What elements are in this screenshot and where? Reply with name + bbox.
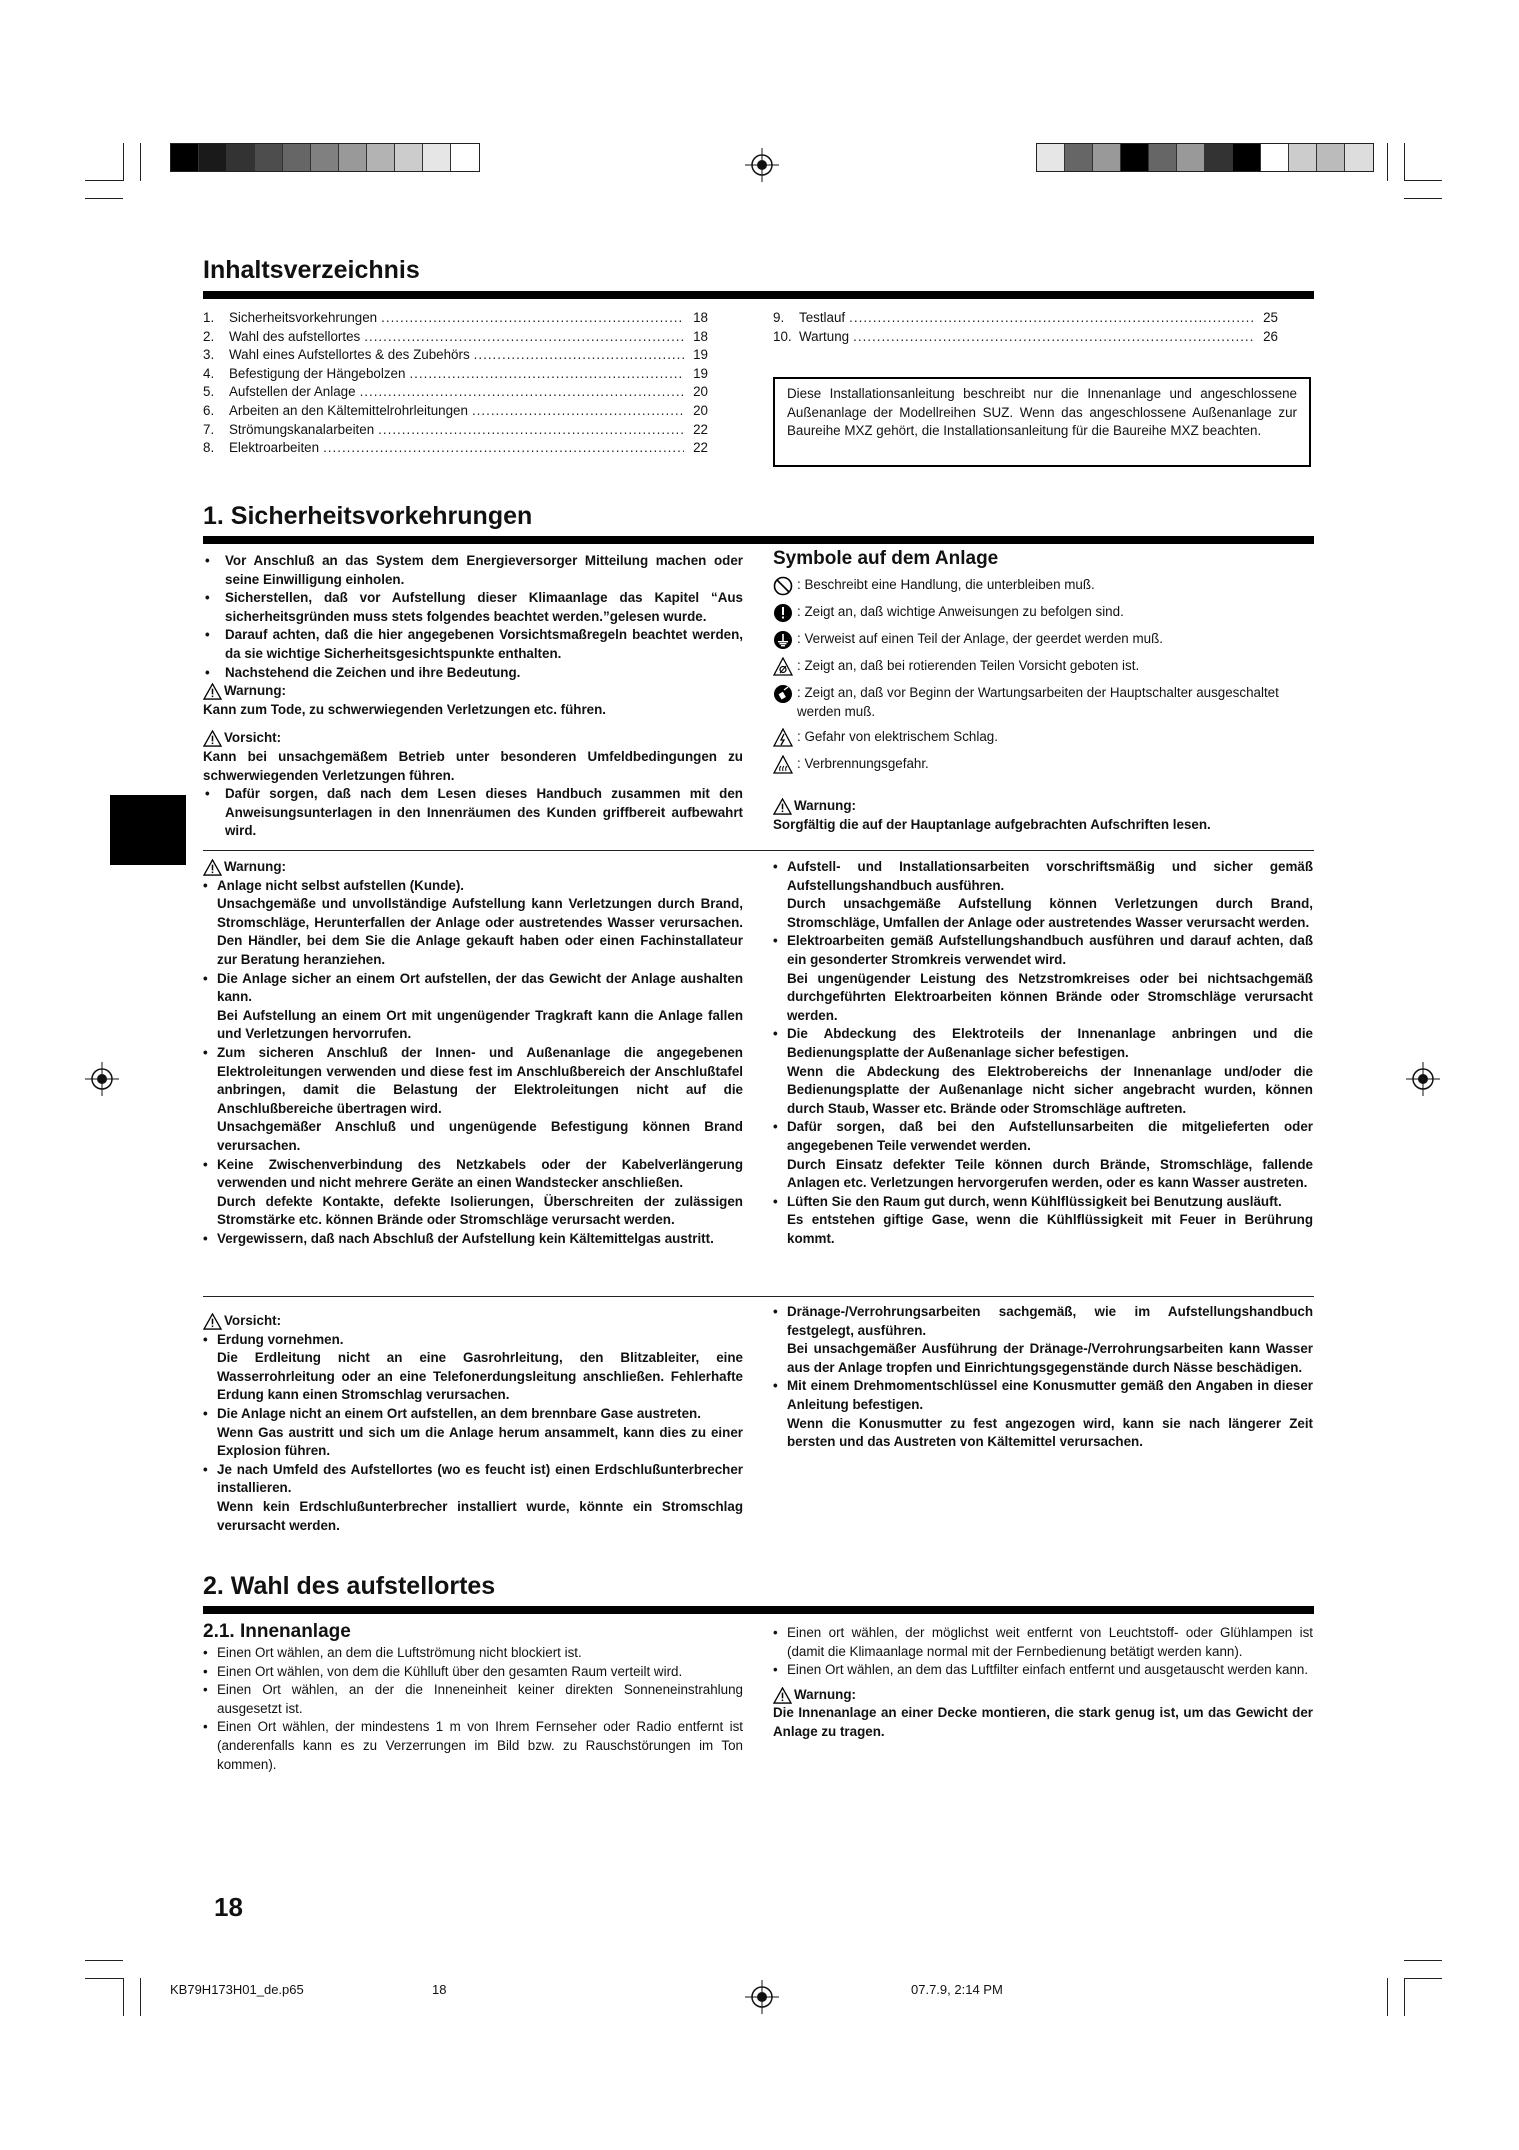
warning-item: • Zum sicheren Anschluß der Innen- und Außenanlage die angegebenen Elektroleitungen verwenden und diese fest im Anschlußbereich der Anschlußtafel anbringen, damit die Belastung der Elektroleitungen nicht auf die Anschlußbereiche übertragen wird. Unsachgemäßer Anschluß und ungenügende Befestigung können Brand verursachen. xyxy=(203,1044,743,1156)
symbol-row: : Verbrennungsgefahr. xyxy=(773,755,1313,775)
warning-item: • Aufstell- und Installationsarbeiten vorschriftsmäßig und sicher gemäß Aufstellungshandbuch ausführen. Durch unsachgemäße Aufstellung können Verletzungen durch Brand, Stromschläge, Umfallen der Anlage oder austretendes Wasser verursacht werden. xyxy=(773,858,1313,932)
toc-left-column xyxy=(203,309,708,458)
crop-mark xyxy=(1404,180,1442,181)
color-bar-right xyxy=(1036,143,1374,172)
section-2-rule xyxy=(203,1606,1314,1614)
caution-text: Kann bei unsachgemäßem Betrieb unter besonderen Umfeldbedingungen zu schwerwiegenden Verletzungen führen. xyxy=(203,748,743,783)
location-bullet: • Einen Ort wählen, der mindestens 1 m von Ihrem Fernseher oder Radio entfernt ist (anderenfalls kann es zu Verzerrungen im Bild bzw. zu Rauschstörungen im Ton kommen). xyxy=(203,1718,743,1774)
crop-mark xyxy=(140,1978,141,2016)
toc-entry[interactable]: 2. Wahl des aufstellortes ..... 18 xyxy=(203,328,708,347)
crop-mark xyxy=(1404,198,1442,199)
toc-entry[interactable]: 8. Elektroarbeiten ..... 22 xyxy=(203,439,708,458)
cautions-right xyxy=(773,1303,1313,1452)
symbols-title: Symbole auf dem Anlage xyxy=(773,548,999,569)
symbol-row: : Zeigt an, daß bei rotierenden Teilen Vorsicht geboten ist. xyxy=(773,657,1313,677)
warning-item: • Keine Zwischenverbindung des Netzkabels oder der Kabelverlängerung verwenden und nicht mehrere Geräte an einen Wandstecker anschließen. Durch defekte Kontakte, defekte Isolierungen, Überschreiten der zulässigen Stromstärke etc. können Brände oder Stromschläge verursacht werden. xyxy=(203,1156,743,1230)
footer-page: 18 xyxy=(432,1982,447,1997)
warning-triangle-icon xyxy=(203,859,222,876)
toc-entry[interactable]: 4. Befestigung der Hängebolzen ..... 19 xyxy=(203,365,708,384)
footer-date: 07.7.9, 2:14 PM xyxy=(911,1982,1003,1997)
section-2-right xyxy=(773,1624,1313,1742)
prohibition-icon xyxy=(773,576,793,596)
registration-mark-icon xyxy=(745,148,779,182)
warning-item: • Anlage nicht selbst aufstellen (Kunde). Unsachgemäße und unvollständige Aufstellung kann Verletzungen durch Brand, Stromschläge, Herunterfallen der Anlage oder austretendes Wasser verursachen. Den Händler, bei dem Sie die Anlage gekauft haben oder einen Fachinstallateur zur Beratung heranziehen. xyxy=(203,877,743,970)
crop-mark xyxy=(85,1978,123,1979)
intro-bullet: • Dafür sorgen, daß nach dem Lesen dieses Handbuch zusammen mit den Anweisungsunterlagen in den Innenräumen des Kunden griffbereit aufbewahrt wird. xyxy=(203,785,743,841)
caution-item: • Dränage-/Verrohrungsarbeiten sachgemäß, wie im Aufstellungshandbuch festgelegt, ausführen. Bei unsachgemäßer Ausführung der Dränage-/Verrohrungsarbeiten kann Wasser aus der Anlage tropfen und Einrichtungsgegenstände durch Nässe beschädigen. xyxy=(773,1303,1313,1377)
crop-mark xyxy=(140,143,141,181)
caution-item: • Je nach Umfeld des Aufstellortes (wo es feucht ist) einen Erdschlußunterbrecher installieren. Wenn kein Erdschlußunterbrecher installiert wurde, könnte ein Stromschlag verursacht werden. xyxy=(203,1461,743,1535)
symbol-row: : Beschreibt eine Handlung, die unterbleiben muß. xyxy=(773,576,1313,596)
section-2-left xyxy=(203,1620,743,1774)
ground-icon xyxy=(773,630,793,650)
crop-mark xyxy=(1404,1978,1405,2016)
toc-entry[interactable]: 9. Testlauf ..... 25 xyxy=(773,309,1278,328)
symbols-warning-text: Sorgfältig die auf der Hauptanlage aufgebrachten Aufschriften lesen. xyxy=(773,816,1211,832)
section-2-title: 2. Wahl des aufstellortes xyxy=(203,1572,496,1600)
section-1-title: 1. Sicherheitsvorkehrungen xyxy=(203,502,533,530)
toc-entry[interactable]: 1. Sicherheitsvorkehrungen ..... 18 xyxy=(203,309,708,328)
model-note-text: Diese Installationsanleitung beschreibt nur die Innenanlage und angeschlossene Außenanlage der Modellreihen SUZ. Wenn das angeschlossene Außenanlage zur Baureihe MXZ gehört, die Installationsanleitung für die Baureihe MXZ beachten. xyxy=(787,386,1297,439)
warning-triangle-icon xyxy=(773,798,792,815)
crop-mark xyxy=(85,198,123,199)
crop-mark xyxy=(1387,143,1388,181)
toc-entry[interactable]: 7. Strömungskanalarbeiten ..... 22 xyxy=(203,421,708,440)
toc-entry[interactable]: 3. Wahl eines Aufstellortes & des Zubehörs ..... 19 xyxy=(203,346,708,365)
hot-surface-icon xyxy=(773,755,793,775)
location-bullet: • Einen ort wählen, der möglichst weit entfernt von Leuchtstoff- oder Glühlampen ist (damit die Klimaanlage normal mit der Fernbedienung betätigt werden kann). xyxy=(773,1624,1313,1661)
rotating-parts-icon xyxy=(773,657,793,677)
model-note-box xyxy=(773,377,1311,467)
warning-item: • Dafür sorgen, daß bei den Aufstellunsarbeiten die mitgelieferten oder angegebenen Teile verwendet werden. Durch Einsatz defekter Teile können durch Brände, Stromschläge, fallende Anlagen etc. Verletzungen hervorgerufen werden, oder es kann Wasser austreten. xyxy=(773,1118,1313,1192)
registration-mark-icon xyxy=(85,1062,119,1096)
warning-text: Kann zum Tode, zu schwerwiegenden Verletzungen etc. führen. xyxy=(203,701,607,717)
caution-triangle-icon xyxy=(203,1313,222,1330)
warning-item: • Lüften Sie den Raum gut durch, wenn Kühlflüssigkeit bei Benutzung ausläuft. Es entstehen giftige Gase, wenn die Kühlflüssigkeit mit Feuer in Berührung kommt. xyxy=(773,1193,1313,1249)
caution-triangle-icon xyxy=(203,730,222,747)
symbols-warning-heading: Warnung: xyxy=(773,797,1313,816)
warnings-heading: Warnung: xyxy=(203,858,743,877)
crop-mark xyxy=(85,180,123,181)
cautions-heading: Vorsicht: xyxy=(203,1312,743,1331)
toc-right-column xyxy=(773,309,1278,346)
page-number: 18 xyxy=(214,1892,243,1922)
section-2-warning-heading: Warnung: xyxy=(773,1686,1313,1705)
location-bullet: • Einen Ort wählen, von dem die Kühlluft über den gesamten Raum verteilt wird. xyxy=(203,1663,743,1682)
symbol-row: : Zeigt an, daß vor Beginn der Wartungsarbeiten der Hauptschalter ausgeschaltet werden muß. xyxy=(773,684,1313,721)
warning-item: • Vergewissern, daß nach Abschluß der Aufstellung kein Kältemittelgas austritt. xyxy=(203,1230,743,1249)
warning-triangle-icon xyxy=(773,1687,792,1704)
crop-mark xyxy=(1404,1978,1442,1979)
location-bullet: • Einen Ort wählen, an dem die Luftströmung nicht blockiert ist. xyxy=(203,1644,743,1663)
cautions-left xyxy=(203,1312,743,1535)
warning-triangle-icon xyxy=(203,683,222,700)
intro-bullet: • Sicherstellen, daß vor Aufstellung dieser Klimaanlage das Kapitel “Aus sicherheitsgründen muss stets folgendes beachtet werden.”gelesen wurde. xyxy=(203,589,743,626)
warning-heading: Warnung: xyxy=(203,682,743,701)
mandatory-icon xyxy=(773,603,793,623)
caution-item: • Die Anlage nicht an einem Ort aufstellen, an dem brennbare Gase austreten. Wenn Gas austritt und sich um die Anlage herum ansammelt, kann dies zu einer Explosion führen. xyxy=(203,1405,743,1461)
crop-mark xyxy=(1404,143,1405,181)
section-1-rule xyxy=(203,536,1314,544)
intro-bullet: • Vor Anschluß an das System dem Energieversorger Mitteilung machen oder seine Einwilligung einholen. xyxy=(203,552,743,589)
symbol-row: : Verweist auf einen Teil der Anlage, der geerdet werden muß. xyxy=(773,630,1313,650)
toc-title: Inhaltsverzeichnis xyxy=(203,256,420,284)
crop-mark xyxy=(123,1978,124,2016)
location-bullet: • Einen Ort wählen, an dem das Luftfilter einfach entfernt und ausgetauscht werden kann. xyxy=(773,1661,1313,1680)
warnings-right xyxy=(773,858,1313,1248)
section-2-warning-text: Die Innenanlage an einer Decke montieren, die stark genug ist, um das Gewicht der Anlage zu tragen. xyxy=(773,1705,1313,1739)
crop-mark xyxy=(1387,1978,1388,2016)
toc-rule xyxy=(203,291,1314,299)
toc-entry[interactable]: 5. Aufstellen der Anlage ..... 20 xyxy=(203,383,708,402)
warning-item: • Die Anlage sicher an einem Ort aufstellen, der das Gewicht der Anlage aushalten kann. Bei Aufstellung an einem Ort mit ungenügender Tragkraft kann die Anlage fallen und Verletzungen hervorrufen. xyxy=(203,970,743,1044)
location-bullet: • Einen Ort wählen, an der die Inneneinheit keiner direkten Sonneneinstrahlung ausgesetzt ist. xyxy=(203,1681,743,1718)
toc-entry[interactable]: 10. Wartung ..... 26 xyxy=(773,328,1278,347)
registration-mark-icon xyxy=(1406,1062,1440,1096)
symbol-row: : Zeigt an, daß wichtige Anweisungen zu befolgen sind. xyxy=(773,603,1313,623)
unplug-icon xyxy=(773,684,793,704)
symbols-panel xyxy=(773,546,1313,834)
crop-mark xyxy=(123,143,124,181)
caution-heading: Vorsicht: xyxy=(203,729,743,748)
symbol-row: : Gefahr von elektrischem Schlag. xyxy=(773,728,1313,748)
intro-bullet: • Nachstehend die Zeichen und ihre Bedeutung. xyxy=(203,664,743,683)
crop-mark xyxy=(1404,1960,1442,1961)
electric-shock-icon xyxy=(773,728,793,748)
registration-mark-icon xyxy=(745,1980,779,2014)
warning-item: • Die Abdeckung des Elektroteils der Innenanlage anbringen und die Bedienungsplatte der Außenanlage sicher befestigen. Wenn die Abdeckung des Elektrobereichs der Innenanlage und/oder die Bedienungsplatte der Außenanlage nicht sicher angebracht wurden, können durch Staub, Wasser etc. Brände oder Stromschläge auftreten. xyxy=(773,1025,1313,1118)
color-bar-left xyxy=(170,143,480,172)
intro-bullet: • Darauf achten, daß die hier angegebenen Vorsichtsmaßregeln beachtet werden, da sie wichtige Sicherheitsgesichtspunkte enthalten. xyxy=(203,626,743,663)
toc-entry[interactable]: 6. Arbeiten an den Kältemittelrohrleitungen ..... 20 xyxy=(203,402,708,421)
caution-item: • Erdung vornehmen. Die Erdleitung nicht an eine Gasrohrleitung, den Blitzableiter, eine Wasserrohrleitung oder an eine Telefonerdungsleitung anschließen. Fehlerhafte Erdung kann einen Stromschlag verursachen. xyxy=(203,1331,743,1405)
crop-mark xyxy=(85,1960,123,1961)
section-1-intro xyxy=(203,552,743,841)
section-2-1-title: 2.1. Innenanlage xyxy=(203,1621,351,1642)
caution-item: • Mit einem Drehmomentschlüssel eine Konusmutter gemäß den Angaben in dieser Anleitung befestigen. Wenn die Konusmutter zu fest angezogen wird, kann sie nach längerer Zeit bersten und das Austreten von Kältemittel verursachen. xyxy=(773,1377,1313,1451)
warning-item: • Elektroarbeiten gemäß Aufstellungshandbuch ausführen und darauf achten, daß ein gesonderter Stromkreis verwendet wird. Bei ungenügender Leistung des Netzstromkreises oder bei nichtsachgemäß durchgeführten Elektroarbeiten können Brände oder Stromschläge verursacht werden. xyxy=(773,932,1313,1025)
divider xyxy=(203,1296,1314,1297)
footer-filename: KB79H173H01_de.p65 xyxy=(170,1982,304,1997)
divider xyxy=(203,850,1314,851)
warnings-left xyxy=(203,858,743,1248)
chapter-tab xyxy=(110,795,186,865)
